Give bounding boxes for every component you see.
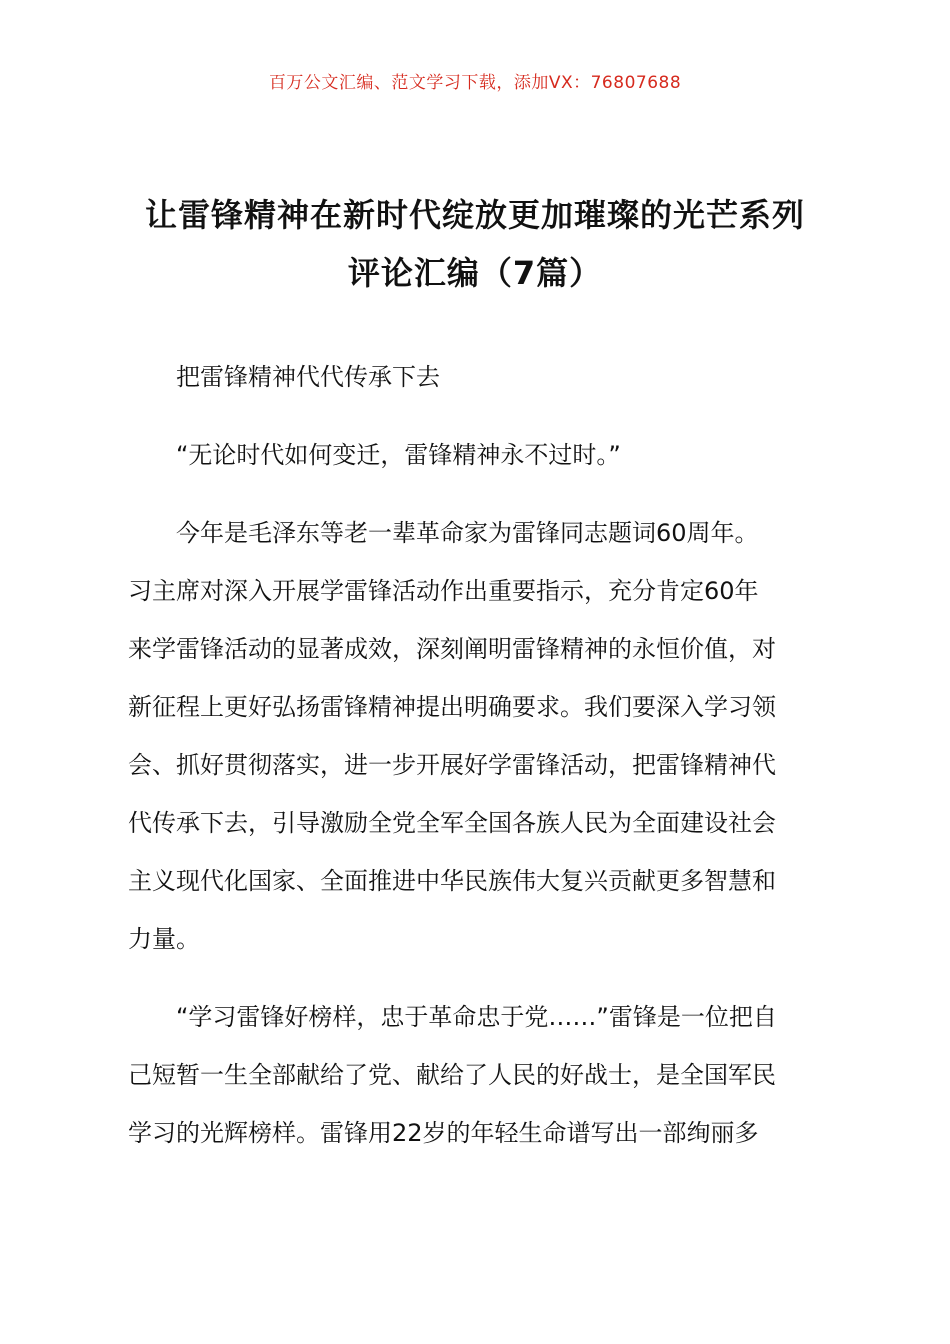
paragraph-1-line: 主义现代化国家、全面推进中华民族伟大复兴贡献更多智慧和 [128,867,776,895]
title-line-2: 评论汇编（7篇） [347,254,603,292]
paragraph-1-line: 代传承下去，引导激励全党全军全国各族人民为全面建设社会 [128,809,776,837]
paragraph-1-line: 习主席对深入开展学雷锋活动作出重要指示，充分肯定60年 [128,577,759,605]
document-title [110,186,840,302]
paragraph-1-line: 今年是毛泽东等老一辈革命家为雷锋同志题词60周年。 [176,519,759,547]
paragraph-1-line: 力量。 [128,925,200,953]
opening-quote: “无论时代如何变迁，雷锋精神永不过时。” [176,441,621,469]
paragraph-1-line: 来学雷锋活动的显著成效，深刻阐明雷锋精神的永恒价值，对 [128,635,776,663]
paragraph-2 [128,988,832,1162]
document-body [128,348,832,1162]
paragraph-1 [128,504,832,968]
section-subtitle: 把雷锋精神代代传承下去 [176,363,440,391]
title-line-1: 让雷锋精神在新时代绽放更加璀璨的光芒系列 [144,196,805,234]
paragraph-2-line: “学习雷锋好榜样，忠于革命忠于党……”雷锋是一位把自 [176,1003,777,1031]
paragraph-1-line: 新征程上更好弘扬雷锋精神提出明确要求。我们要深入学习领 [128,693,776,721]
header-watermark-note: 百万公文汇编、范文学习下载，添加VX：76807688 [268,73,682,93]
paragraph-1-line: 会、抓好贯彻落实，进一步开展好学雷锋活动，把雷锋精神代 [128,751,776,779]
paragraph-2-line: 己短暂一生全部献给了党、献给了人民的好战士，是全国军民 [128,1061,776,1089]
paragraph-2-line: 学习的光辉榜样。雷锋用22岁的年轻生命谱写出一部绚丽多 [128,1119,759,1147]
